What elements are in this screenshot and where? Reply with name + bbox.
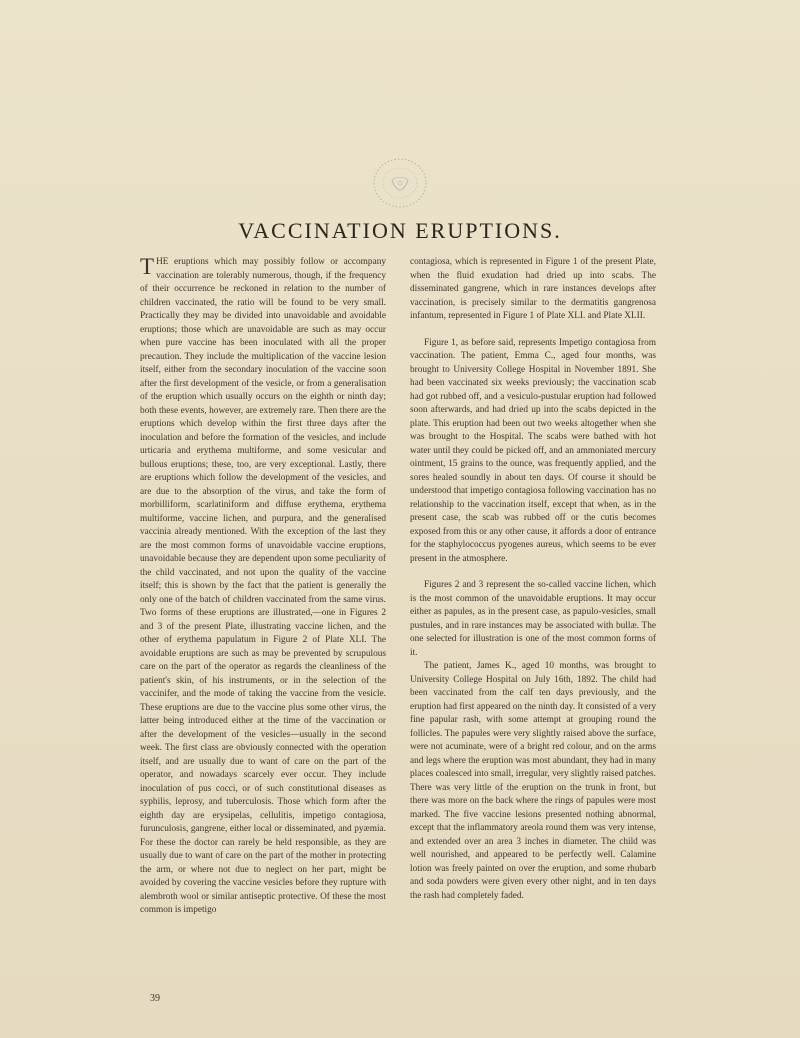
drop-cap: T bbox=[140, 254, 155, 279]
right-paragraph-1: contagiosa, which is represented in Figure 1 of the present Plate, when the fluid exudation had dried up into scabs. The disseminated gangrene, which in rare instances develops after vaccination, is precisely similar to the dermatitis gangrenosa infantum, represented in Figure 1 of Plate XLI. and Plate XLII. bbox=[410, 257, 656, 321]
left-paragraph-1 bbox=[140, 256, 386, 918]
left-column bbox=[140, 256, 386, 918]
library-stamp-graphic bbox=[362, 152, 438, 214]
library-stamp-icon bbox=[362, 152, 438, 214]
left-paragraph-1-text: HE eruptions which may possibly follow or accompany vaccination are tolerably numerous, though, if the frequency of their occurrence be reckoned in relation to the number of children vaccinated, the ratio will be found to be very small. Practically they may be divided into unavoidable and avoidable eruptions; those which are unavoidable are such as may occur when pure vaccine has been inoculated with all the proper precaution. They include the multiplication of the vaccine lesion itself, either from the secondary inoculation of the vaccine soon after the first development of the vesicle, or from a generalisation of the eruption which usually occurs on the eighth or ninth day; both these events, however, are extremely rare. Then there are the eruptions which develop within the first three days after the inoculation and before the formation of the vesicles, and include urticaria and erythema multiforme, and some vesicular and bullous eruptions; these, too, are very exceptional. Lastly, there are eruptions which follow the development of the vesicles, and are due to the absorption of the virus, and take the form of morbilliform, scarlatiniform and diffuse erythema, erythema multiforme, vaccine lichen, and purpura, and the generalised vaccinia already mentioned. With the exception of the last they are the most common forms of unavoidable vaccine eruptions, unavoidable because they are dependent upon some peculiarity of the child vaccinated, and not upon the quality of the vaccine itself; this is shown by the fact that the patient is generally the only one of the batch of children vaccinated from the same virus. Two forms of these eruptions are illustrated,—one in Figures 2 and 3 of the present Plate, illustrating vaccine lichen, and the other of erythema papulatum in Figure 2 of Plate XLI. The avoidable eruptions are such as may be prevented by scrupulous care on the part of the operator as regards the cleanliness of the patient's skin, of his instruments, or in the selection of the vaccinifer, and the mode of taking the vaccine from the vesicle. These eruptions are due to the vaccine plus some other virus, the latter being introduced either at the time of the vaccination or after the development of the vesicles—usually in the second week. The first class are obviously connected with the operation itself, and are usually due to want of care on the part of the operator, and nowadays scarcely ever occur. They include inoculation of pus cocci, or of such constitutional diseases as syphilis, leprosy, and tuberculosis. Those which form after the eighth day are erysipelas, cellulitis, impetigo contagiosa, furunculosis, gangrene, either local or disseminated, and pyæmia. For these the doctor can rarely be held responsible, as they are usually due to want of care on the part of the mother in protecting the arm, or where not due to neglect on her part, might be avoided by covering the vaccine vesicles before they rupture with alembroth wool or similar antiseptic protective. Of these the most common is impetigo bbox=[140, 257, 386, 915]
right-paragraph-3: Figures 2 and 3 represent the so-called vaccine lichen, which is the most common of the unavoidable eruptions. It may occur either as papules, as in the present case, as papulo-vesicles, small pustules, and in rare instances may be associated with bullæ. The one selected for illustration is one of the most common forms of it. bbox=[410, 580, 656, 658]
right-column bbox=[410, 256, 656, 903]
page-number: 39 bbox=[150, 993, 160, 1004]
right-paragraph-4: The patient, James K., aged 10 months, was brought to University College Hospital on July 16th, 1892. The child had been vaccinated from the calf ten days previously, and the eruption had first appeared on the ninth day. It consisted of a very fine papular rash, with some attempt at grouping round the follicles. The papules were very slightly raised above the surface, were not acuminate, were of a bright red colour, and on the arms and legs where the eruption was most abundant, they had in many places coalesced into small, irregular, very slightly raised patches. There was very little of the eruption on the trunk in front, but there was more on the back where the rings of papules were most marked. The five vaccine lesions presented nothing abnormal, except that the inflammatory areola round them was very intense, and extended over an area 3 inches in diameter. The child was well nourished, and appeared to be perfectly well. Calamine lotion was freely painted on over the eruption, and some rhubarb and soda powders were given every other night, and in ten days the rash had completely faded. bbox=[410, 661, 656, 901]
right-paragraph-2: Figure 1, as before said, represents Impetigo contagiosa from vaccination. The patient, Emma C., aged four months, was brought to University College Hospital in November 1891. She had been vaccinated six weeks previously; the vaccination scab had got rubbed off, and a vesiculo-pustular eruption had followed soon afterwards, and had dried up into the scabs depicted in the plate. This eruption had been out two weeks altogether when she was brought to the Hospital. The scabs were bathed with hot water until they could be picked off, and an ammoniated mercury ointment, 15 grains to the ounce, was frequently applied, and the sores healed soundly in about ten days. Of course it should be understood that impetigo contagiosa following vaccination has no relationship to the vaccination itself, except that when, as in the present case, the scab was rubbed off or the cutis becomes exposed from this or any other cause, it affords a door of entrance for the staphylococcus pyogenes aureus, which seems to be ever present in the atmosphere. bbox=[410, 337, 656, 564]
article-title: VACCINATION ERUPTIONS. bbox=[238, 218, 562, 243]
